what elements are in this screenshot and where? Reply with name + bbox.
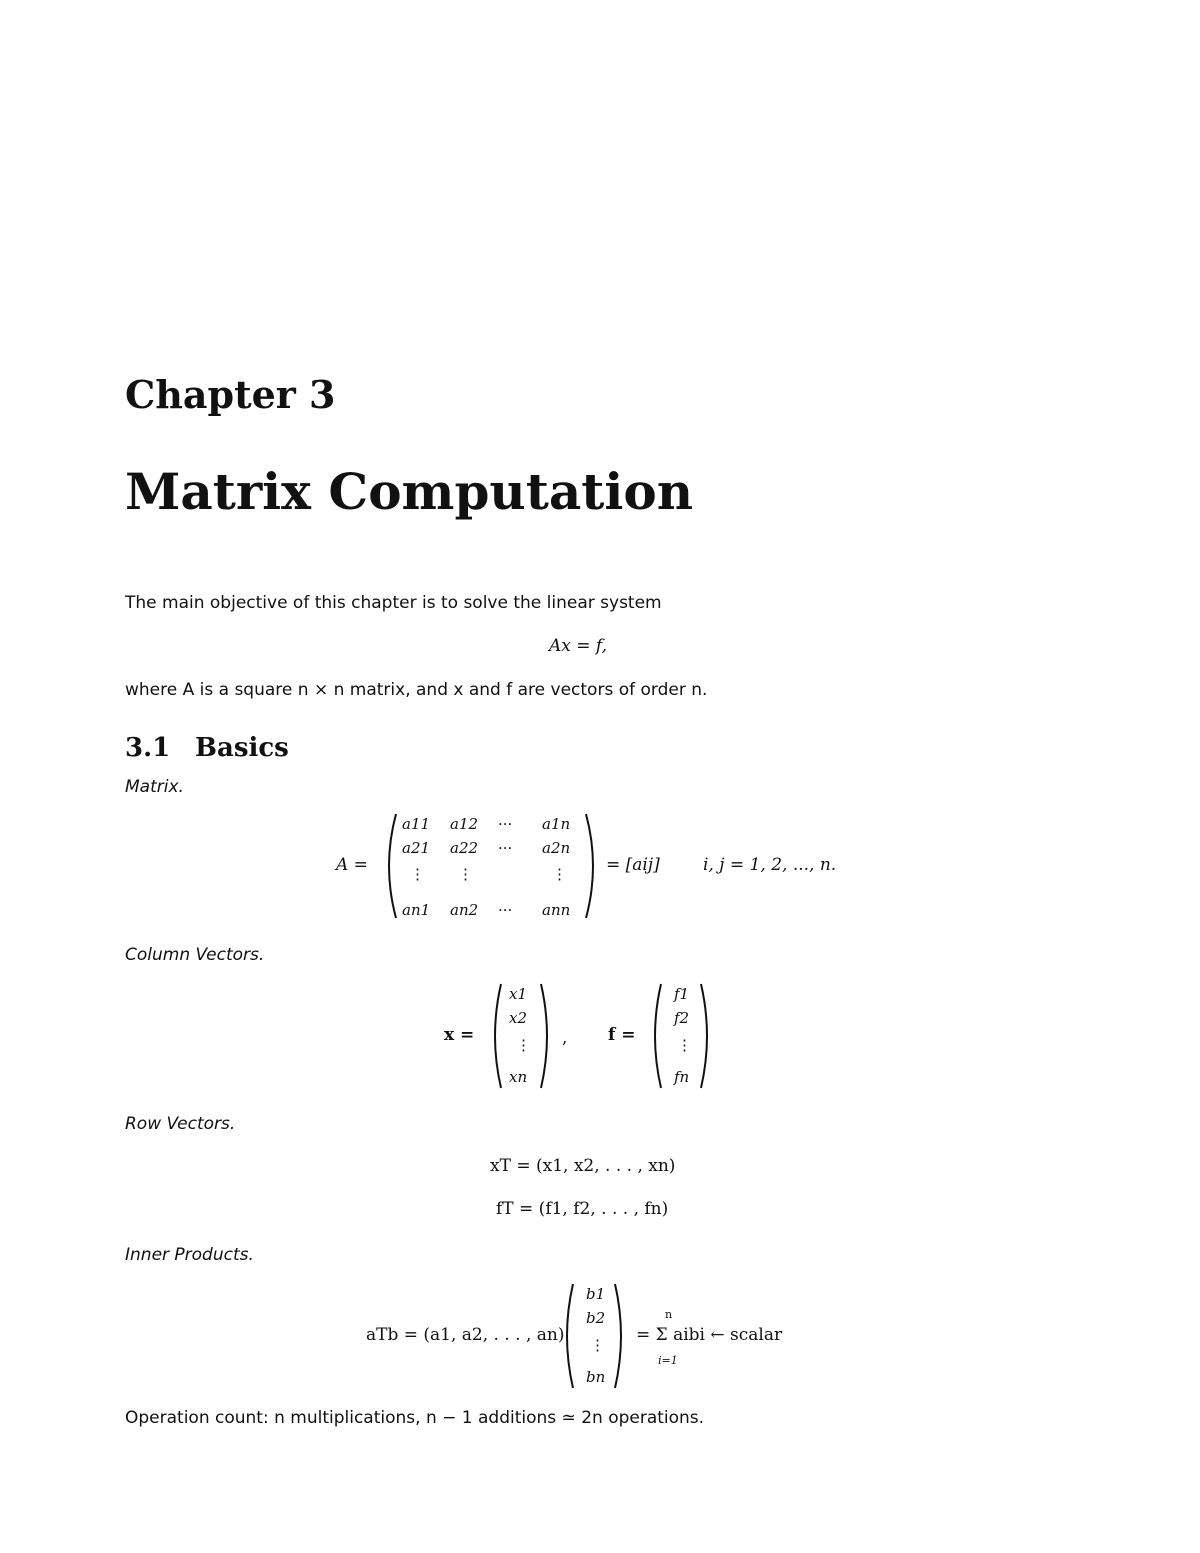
matrix-cell: ···	[498, 839, 513, 857]
matrix-cell: ann	[542, 901, 571, 919]
matrix-cells	[400, 815, 590, 920]
matrix-cell: ⋮	[552, 865, 567, 883]
f-vector-label: f =	[608, 1025, 636, 1045]
sum-upper-limit: n	[665, 1308, 673, 1321]
sum-lower-limit: i=1	[658, 1354, 678, 1367]
x-entry: x2	[509, 1009, 528, 1027]
f-entry: fn	[674, 1068, 690, 1086]
b-left-paren	[560, 1282, 576, 1390]
operation-count: Operation count: n multiplications, n − 1 additions ≃ 2n operations.	[125, 1408, 705, 1428]
matrix-lhs: A =	[336, 855, 368, 875]
b-entry: bn	[586, 1368, 606, 1386]
matrix-rhs: = [aij]	[606, 855, 660, 875]
matrix-cell: a1n	[542, 815, 571, 833]
matrix-cell: an1	[402, 901, 431, 919]
chapter-label: Chapter 3	[125, 372, 336, 417]
row-vectors-heading: Row Vectors.	[125, 1114, 236, 1134]
matrix-cell: a12	[450, 815, 479, 833]
matrix-cell: ···	[498, 815, 513, 833]
x-entry: xn	[509, 1068, 528, 1086]
x-right-paren	[538, 982, 554, 1090]
b-entry: b2	[586, 1309, 606, 1327]
column-vectors-heading: Column Vectors.	[125, 945, 265, 965]
where-paragraph: where A is a square n × n matrix, and x and f are vectors of order n.	[125, 680, 708, 700]
inner-product-lhs: aTb = (a1, a2, . . . , an)	[366, 1325, 565, 1345]
chapter-title: Matrix Computation	[125, 462, 694, 521]
matrix-cell: ⋮	[458, 865, 473, 883]
f-entry: f1	[674, 985, 690, 1003]
b-right-paren	[612, 1282, 628, 1390]
matrix-cell: a21	[402, 839, 431, 857]
section-number: 3.1	[125, 733, 171, 763]
matrix-left-paren	[380, 812, 400, 920]
inner-products-heading: Inner Products.	[125, 1245, 254, 1265]
x-entry: ⋮	[516, 1036, 531, 1054]
matrix-cell: a2n	[542, 839, 571, 857]
intro-paragraph: The main objective of this chapter is to solve the linear system	[125, 593, 662, 613]
x-vector-label: x =	[444, 1025, 475, 1045]
section-heading	[125, 733, 289, 763]
xT-equation: xT = (x1, x2, . . . , xn)	[490, 1156, 676, 1176]
linear-system-equation: Ax = f,	[549, 636, 608, 656]
matrix-right-paren	[582, 812, 602, 920]
fT-equation: fT = (f1, f2, . . . , fn)	[496, 1199, 669, 1219]
f-entry: ⋮	[677, 1036, 692, 1054]
x-entry: x1	[509, 985, 528, 1003]
f-entry: f2	[674, 1009, 690, 1027]
f-left-paren	[648, 982, 664, 1090]
vector-separator: ,	[562, 1028, 568, 1048]
matrix-cell: an2	[450, 901, 479, 919]
inner-product-rhs: = Σ aibi ← scalar	[636, 1325, 783, 1345]
matrix-indices: i, j = 1, 2, ..., n.	[703, 855, 837, 875]
matrix-cell: a11	[402, 815, 431, 833]
b-entry: ⋮	[590, 1336, 605, 1354]
f-right-paren	[698, 982, 714, 1090]
b-entry: b1	[586, 1285, 606, 1303]
matrix-heading: Matrix.	[125, 777, 184, 797]
matrix-cell: a22	[450, 839, 479, 857]
matrix-cell: ⋮	[410, 865, 425, 883]
section-title: Basics	[195, 733, 289, 763]
matrix-cell: ···	[498, 901, 513, 919]
x-left-paren	[488, 982, 504, 1090]
